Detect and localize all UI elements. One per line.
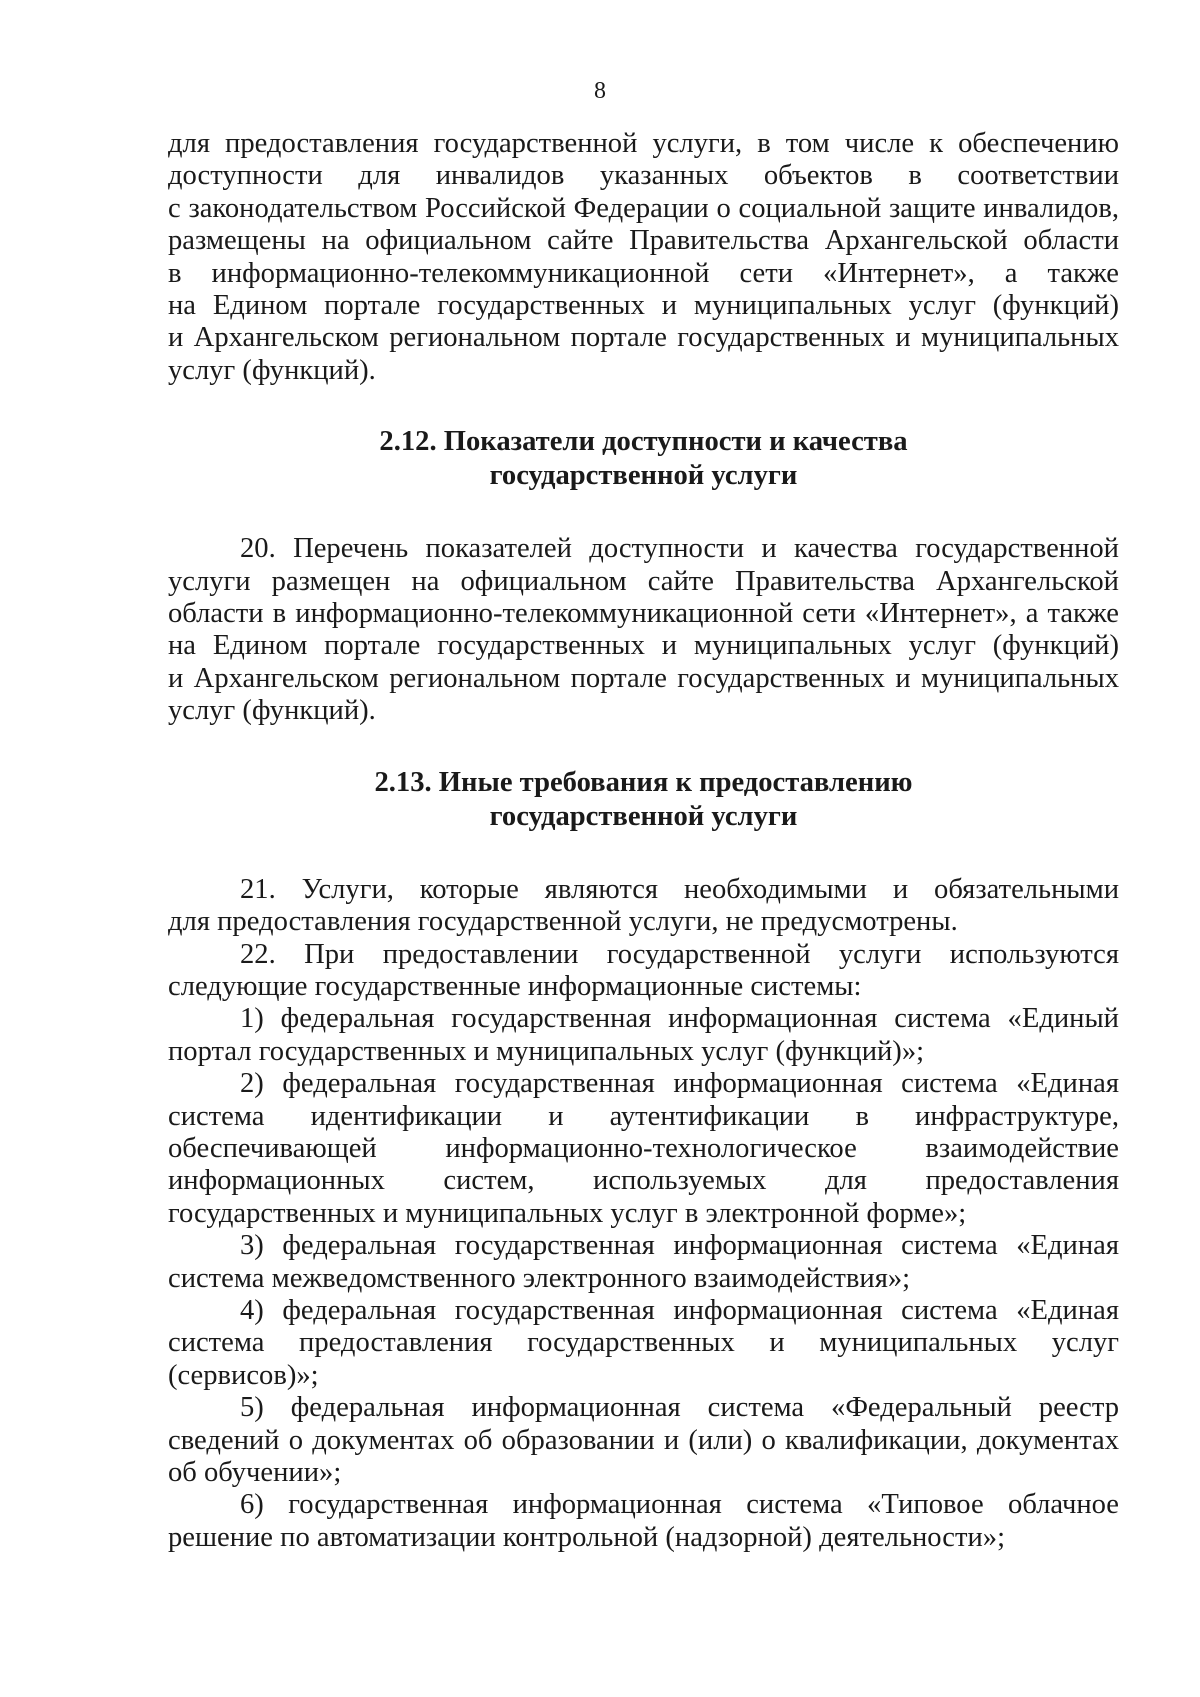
text-line: области в информационно-телекоммуникационной сети «Интернет», а также: [168, 598, 1119, 630]
text-line: для предоставления государственной услуги, в том числе к обеспечению: [168, 128, 1119, 159]
text-line: в информационно-телекоммуникационной сети «Интернет», а также: [168, 257, 1119, 289]
list-item-1: [168, 1003, 1119, 1068]
text-line: информационных систем, используемых для предоставления: [168, 1165, 1119, 1197]
section-heading-2-13: [168, 766, 1119, 834]
text-line: система межведомственного электронного взаимодействия»;: [168, 1262, 911, 1294]
section-heading-2-12: [168, 425, 1119, 493]
text-line: 1) федеральная государственная информационная система «Единый: [240, 1003, 1119, 1035]
text-line: портал государственных и муниципальных услуг (функций)»;: [168, 1035, 925, 1067]
text-line: сведений о документах об образовании и (или) о квалификации, документах: [168, 1424, 1119, 1456]
text-line: для предоставления государственной услуги, не предусмотрены.: [168, 906, 958, 938]
text-line: 5) федеральная информационная система «Федеральный реестр: [240, 1392, 1119, 1424]
text-line: и Архангельском региональном портале государственных и муниципальных: [168, 662, 1119, 694]
document-body: [168, 128, 1119, 1554]
text-line: 4) федеральная государственная информационная система «Единая: [240, 1294, 1119, 1326]
page-number: 8: [594, 78, 606, 104]
intro-paragraph: [168, 128, 1119, 387]
heading-line: государственной услуги: [489, 800, 798, 832]
text-line: на Едином портале государственных и муниципальных услуг (функций): [168, 630, 1119, 662]
list-item-6: [168, 1489, 1119, 1554]
paragraph-22: [168, 939, 1119, 1004]
text-line: 21. Услуги, которые являются необходимыми и обязательными: [240, 873, 1119, 905]
heading-line: 2.13. Иные требования к предоставлению: [374, 766, 913, 798]
text-line: система предоставления государственных и муниципальных услуг: [168, 1327, 1119, 1359]
text-line: решение по автоматизации контрольной (надзорной) деятельности»;: [168, 1521, 1006, 1553]
text-line: система идентификации и аутентификации в инфраструктуре,: [168, 1100, 1119, 1132]
text-line: 20. Перечень показателей доступности и качества государственной: [240, 533, 1119, 565]
paragraph-20: [168, 533, 1119, 727]
text-line: (сервисов)»;: [168, 1359, 319, 1391]
list-item-3: [168, 1230, 1119, 1295]
heading-line: государственной услуги: [489, 460, 798, 492]
list-item-4: [168, 1295, 1119, 1392]
list-item-2: [168, 1068, 1119, 1230]
heading-line: 2.12. Показатели доступности и качества: [379, 426, 908, 458]
text-line: и Архангельском региональном портале государственных и муниципальных: [168, 322, 1119, 354]
text-line: 6) государственная информационная система «Типовое облачное: [240, 1489, 1119, 1521]
text-line: об обучении»;: [168, 1457, 342, 1488]
paragraph-21: [168, 874, 1119, 939]
text-line: 22. При предоставлении государственной услуги используются: [240, 938, 1119, 970]
text-line: 3) федеральная государственная информационная система «Единая: [240, 1230, 1119, 1262]
text-line: размещены на официальном сайте Правительства Архангельской области: [168, 225, 1119, 257]
text-line: услуг (функций).: [168, 695, 376, 727]
text-line: 2) федеральная государственная информационная система «Единая: [240, 1068, 1119, 1100]
text-line: следующие государственные информационные системы:: [168, 970, 862, 1002]
text-line: с законодательством Российской Федерации о социальной защите инвалидов,: [168, 192, 1119, 224]
text-line: обеспечивающей информационно-технологическое взаимодействие: [168, 1132, 1119, 1164]
text-line: услуги размещен на официальном сайте Правительства Архангельской: [168, 565, 1119, 597]
text-line: доступности для инвалидов указанных объектов в соответствии: [168, 160, 1119, 192]
text-line: услуг (функций).: [168, 354, 376, 386]
list-item-5: [168, 1392, 1119, 1489]
text-line: государственных и муниципальных услуг в электронной форме»;: [168, 1197, 967, 1229]
text-line: на Едином портале государственных и муниципальных услуг (функций): [168, 290, 1119, 322]
